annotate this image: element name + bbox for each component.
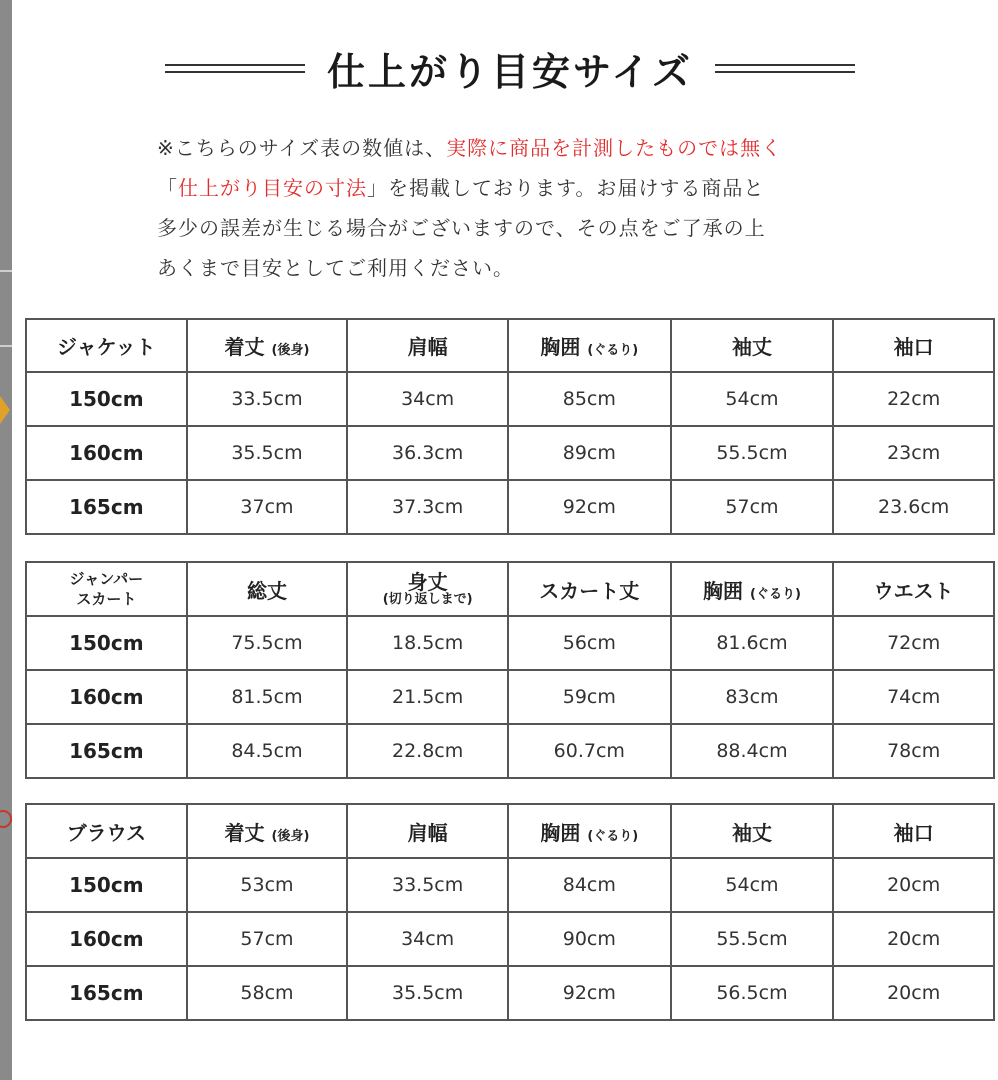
header-cell: 胸囲 (ぐるり) — [508, 804, 671, 858]
notice-highlight: 仕上がり目安の寸法 — [178, 176, 367, 200]
table-cell: 56cm — [508, 616, 671, 670]
table-row — [26, 966, 994, 1020]
header-cell: 袖口 — [833, 804, 994, 858]
notice-line-3: 多少の誤差が生じる場合がございますので、その点をご了承の上 — [157, 216, 766, 240]
table-cell: 88.4cm — [671, 724, 834, 778]
header-cell: 身丈 (切り返しまで) — [347, 562, 508, 616]
table-row — [26, 912, 994, 966]
header-cell: 袖丈 — [671, 804, 834, 858]
table-cell: 84cm — [508, 858, 671, 912]
notice-highlight: 実際に商品を計測したものでは無く — [446, 136, 783, 160]
blouse-size-table — [25, 803, 995, 1021]
table-cell: 74cm — [833, 670, 994, 724]
header-cell: 肩幅 — [347, 319, 508, 372]
table-cell: 56.5cm — [671, 966, 834, 1020]
table-cell: 81.6cm — [671, 616, 834, 670]
table-cell: 57cm — [187, 912, 348, 966]
table-cell: 18.5cm — [347, 616, 508, 670]
jacket-size-table — [25, 318, 995, 535]
header-cell: 肩幅 — [347, 804, 508, 858]
page-title: 仕上がり目安サイズ — [327, 49, 693, 94]
size-label: 165cm — [26, 966, 187, 1020]
table-cell: 53cm — [187, 858, 348, 912]
notice-text: 「 — [157, 176, 178, 200]
header-cell: 総丈 — [187, 562, 348, 616]
header-cell: スカート丈 — [508, 562, 671, 616]
table-cell: 33.5cm — [347, 858, 508, 912]
notice-line-2 — [157, 168, 887, 208]
table-row — [26, 426, 994, 480]
table-row — [26, 616, 994, 670]
table-cell: 21.5cm — [347, 670, 508, 724]
table-cell: 20cm — [833, 912, 994, 966]
header-cell: ウエスト — [833, 562, 994, 616]
title-rule-left — [165, 64, 305, 73]
size-label: 150cm — [26, 616, 187, 670]
table-cell: 85cm — [508, 372, 671, 426]
strip-divider — [0, 270, 12, 272]
header-cell: ブラウス — [26, 804, 187, 858]
adjacent-page-strip — [0, 0, 12, 1080]
notice-line-4: あくまで目安としてご利用ください。 — [157, 256, 514, 280]
table-cell: 35.5cm — [347, 966, 508, 1020]
table-cell: 20cm — [833, 858, 994, 912]
table-cell: 35.5cm — [187, 426, 348, 480]
notice-text: ※こちらのサイズ表の数値は、 — [157, 136, 447, 160]
table-cell: 60.7cm — [508, 724, 671, 778]
size-label: 165cm — [26, 724, 187, 778]
table-cell: 92cm — [508, 480, 671, 534]
table-cell: 36.3cm — [347, 426, 508, 480]
table-cell: 90cm — [508, 912, 671, 966]
notice-text: 」を掲載しております。お届けする商品と — [367, 176, 765, 200]
strip-divider — [0, 345, 12, 347]
header-cell: 胸囲 (ぐるり) — [671, 562, 834, 616]
header-cell: 袖丈 — [671, 319, 834, 372]
table-header-row — [26, 562, 994, 616]
table-row — [26, 724, 994, 778]
table-cell: 37cm — [187, 480, 348, 534]
size-label: 165cm — [26, 480, 187, 534]
title-row — [150, 38, 870, 98]
size-notice — [157, 128, 887, 288]
table-header-row — [26, 804, 994, 858]
table-cell: 23.6cm — [833, 480, 994, 534]
adjacent-page-fragment — [0, 396, 10, 424]
table-cell: 22cm — [833, 372, 994, 426]
table-cell: 33.5cm — [187, 372, 348, 426]
table-row — [26, 858, 994, 912]
table-cell: 54cm — [671, 372, 834, 426]
table-cell: 78cm — [833, 724, 994, 778]
table-cell: 55.5cm — [671, 912, 834, 966]
table-cell: 59cm — [508, 670, 671, 724]
table-cell: 81.5cm — [187, 670, 348, 724]
table-row — [26, 670, 994, 724]
size-label: 160cm — [26, 426, 187, 480]
size-label: 150cm — [26, 372, 187, 426]
table-row — [26, 372, 994, 426]
table-header-row — [26, 319, 994, 372]
header-cell: ジャケット — [26, 319, 187, 372]
size-label: 160cm — [26, 912, 187, 966]
table-cell: 72cm — [833, 616, 994, 670]
table-cell: 22.8cm — [347, 724, 508, 778]
table-cell: 54cm — [671, 858, 834, 912]
table-cell: 92cm — [508, 966, 671, 1020]
header-cell: 胸囲 (ぐるり) — [508, 319, 671, 372]
title-rule-right — [715, 64, 855, 73]
header-cell: 着丈 (後身) — [187, 319, 348, 372]
table-cell: 57cm — [671, 480, 834, 534]
jumper-skirt-size-table — [25, 561, 995, 779]
table-cell: 55.5cm — [671, 426, 834, 480]
table-row — [26, 480, 994, 534]
size-label: 160cm — [26, 670, 187, 724]
size-label: 150cm — [26, 858, 187, 912]
table-cell: 58cm — [187, 966, 348, 1020]
header-cell: ジャンパー スカート — [26, 562, 187, 616]
table-cell: 20cm — [833, 966, 994, 1020]
table-cell: 83cm — [671, 670, 834, 724]
table-cell: 89cm — [508, 426, 671, 480]
header-cell: 袖口 — [833, 319, 994, 372]
notice-line-1 — [157, 128, 887, 168]
table-cell: 75.5cm — [187, 616, 348, 670]
table-cell: 23cm — [833, 426, 994, 480]
header-cell: 着丈 (後身) — [187, 804, 348, 858]
table-cell: 34cm — [347, 372, 508, 426]
table-cell: 34cm — [347, 912, 508, 966]
table-cell: 37.3cm — [347, 480, 508, 534]
table-cell: 84.5cm — [187, 724, 348, 778]
